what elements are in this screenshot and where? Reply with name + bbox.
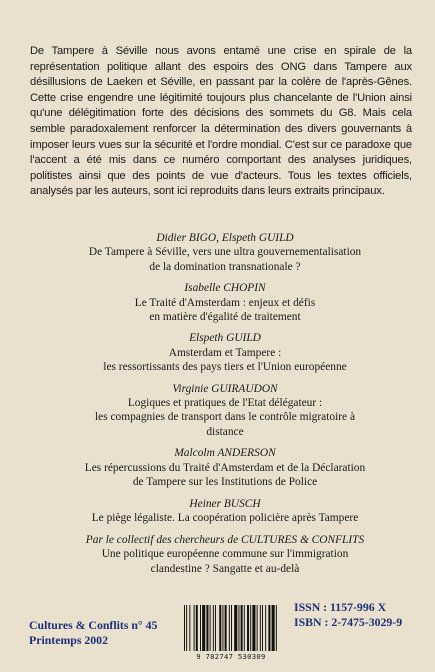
toc-title-line: distance xyxy=(206,425,244,438)
barcode-bar xyxy=(202,605,205,651)
toc-title-line: Le piège légaliste. La coopération policière après Tampere xyxy=(91,511,359,524)
barcode-bar xyxy=(276,605,277,651)
barcode-bar xyxy=(229,605,230,651)
barcode-bar xyxy=(262,605,263,651)
collective-entry xyxy=(40,533,410,576)
toc-entry xyxy=(40,231,410,274)
toc-title-line: de Tampere sur les Institutions de Police xyxy=(132,476,318,489)
barcode-bar xyxy=(189,605,190,651)
barcode-bar xyxy=(210,605,211,651)
publication-identifiers xyxy=(294,600,402,630)
barcode-bar xyxy=(215,605,216,651)
collective-title-line: clandestine ? Sangatte et au-delà xyxy=(150,562,300,575)
table-of-contents xyxy=(40,231,410,532)
toc-title-line: Le Traité d'Amsterdam : enjeux et défis xyxy=(134,296,316,309)
toc-title-line: De Tampere à Séville, vers une ultra gouvernementalisation xyxy=(88,246,362,259)
toc-title-line: Logiques et pratiques de l'Etat délégateur : xyxy=(127,397,323,410)
toc-author: Malcolm ANDERSON xyxy=(174,447,276,460)
barcode-bar xyxy=(219,605,221,651)
barcode-bar xyxy=(225,605,227,651)
barcode-digits: 9 782747 530309 xyxy=(196,652,266,661)
toc-entry xyxy=(40,446,410,489)
issn: ISSN : 1157-996 X xyxy=(294,600,387,614)
barcode-bar xyxy=(231,605,232,651)
barcode-bar xyxy=(265,605,266,651)
barcode-bar xyxy=(238,605,239,651)
toc-title-line: les ressortissants des pays tiers et l'Union européenne xyxy=(103,361,347,374)
barcode xyxy=(182,605,280,663)
barcode-bar xyxy=(186,605,187,651)
barcode-bar xyxy=(194,605,195,651)
journal-issue xyxy=(29,618,157,648)
toc-author: Virginie GUIRAUDON xyxy=(172,382,278,395)
barcode-bar xyxy=(222,605,223,651)
toc-author: Elspeth GUILD xyxy=(189,332,261,345)
barcode-bar xyxy=(234,605,237,651)
toc-entry xyxy=(40,497,410,526)
journal-number: Cultures & Conflits n° 45 xyxy=(29,618,158,632)
isbn: ISBN : 2-7475-3029-9 xyxy=(294,615,403,630)
barcode-bar xyxy=(206,605,208,651)
barcode-bar xyxy=(196,605,198,651)
toc-title-line: les compagnies de transport dans le contrôle migratoire à xyxy=(95,411,355,424)
collective-author: Par le collectif des chercheurs de CULTURES & CONFLITS xyxy=(85,534,365,546)
barcode-bar xyxy=(247,605,249,651)
barcode-bar xyxy=(250,605,251,651)
toc-author: Heiner BUSCH xyxy=(189,497,261,510)
barcode-bar xyxy=(184,605,185,651)
toc-author: Didier BIGO, Elspeth GUILD xyxy=(156,232,294,244)
toc-title-line: de la domination transnationale ? xyxy=(149,260,301,273)
toc-entry xyxy=(40,331,410,374)
barcode-bars xyxy=(182,605,280,651)
barcode-bar xyxy=(257,605,258,651)
barcode-bar xyxy=(268,605,270,651)
barcode-bar xyxy=(241,605,243,651)
toc-entry xyxy=(40,281,410,324)
toc-title-line: Amsterdam et Tampere : xyxy=(168,346,282,359)
collective-title-line: Une politique européenne commune sur l'immigration xyxy=(101,548,349,561)
barcode-bar xyxy=(252,605,255,651)
barcode-bar xyxy=(260,605,261,651)
toc-entry xyxy=(40,382,410,440)
barcode-bar xyxy=(272,605,275,651)
toc-author: Isabelle CHOPIN xyxy=(184,282,266,295)
back-cover-summary: De Tampere à Séville nous avons entamé une crise en spirale de la représentation politique allant des espoirs des ONG dans Tampere aux désillusions de Laeken et Séville, en passant par la colère de l'après-Gênes. Cette crise engendre une légitimité toujours plus chancelante de l'Union ainsi qu'une délégitimation forte des décisions des sommets du G8. Mais cela semble paradoxalement renforcer la détermination des divers gouvernants à imposer leurs vues sur la sécurité et l'ordre mondial. C'est sur ce paradoxe que l'accent a été mis dans ce numéro comportant des analyses juridiques, politistes ainsi que des points de vue d'acteurs. Tous les textes officiels, analysés par les auteurs, sont ici reproduits dans leurs extraits principaux. xyxy=(30,45,412,198)
barcode-bar xyxy=(213,605,214,651)
barcode-bar xyxy=(244,605,245,651)
journal-season: Printemps 2002 xyxy=(29,633,108,647)
toc-title-line: en matière d'égalité de traitement xyxy=(149,311,301,324)
barcode-bar xyxy=(200,605,201,651)
toc-title-line: Les répercussions du Traité d'Amsterdam et de la Déclaration xyxy=(84,461,366,474)
